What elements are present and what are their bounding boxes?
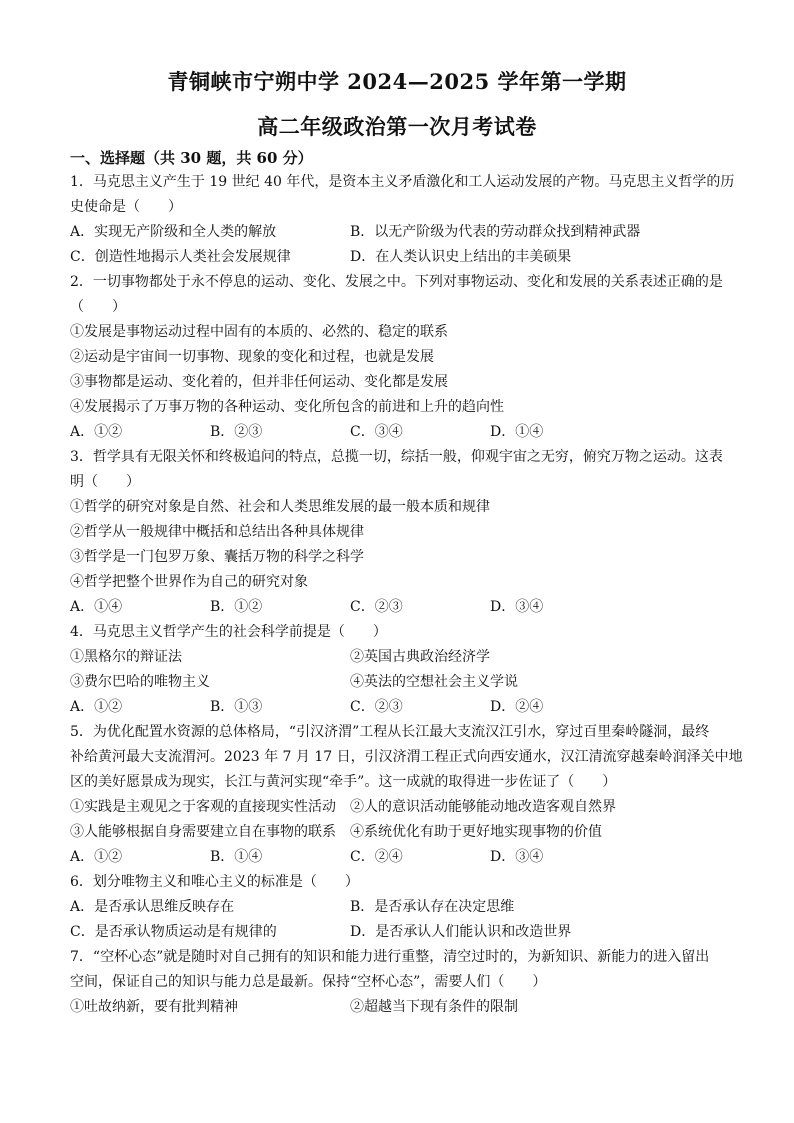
option-row	[70, 845, 730, 870]
option-row	[70, 695, 730, 720]
option-row	[70, 220, 730, 245]
option-d: D．①④	[490, 424, 544, 440]
statement-item: ①黑格尔的辩证法	[70, 649, 182, 665]
statement-item: ②哲学从一般规律中概括和总结出各种具体规律	[70, 524, 364, 540]
section-heading: 一、选择题（共 30 题，共 60 分）	[70, 149, 313, 167]
option-b: B．以无产阶级为代表的劳动群众找到精神武器	[350, 224, 641, 240]
option-a: A．①④	[70, 599, 123, 615]
option-b: B．是否承认存在决定思维	[350, 899, 515, 915]
option-c: C．②③	[350, 699, 403, 715]
statement-item: ④系统优化有助于更好地实现事物的价值	[350, 824, 602, 840]
question-stem: 6．划分唯物主义和唯心主义的标准是（ ）	[70, 874, 359, 890]
option-row	[70, 595, 730, 620]
statement-row	[70, 820, 730, 845]
statement-row	[70, 645, 730, 670]
option-a: A．①②	[70, 699, 123, 715]
option-row	[70, 895, 730, 920]
option-b: B．①④	[210, 849, 263, 865]
option-a: A．①②	[70, 849, 123, 865]
question-stem: 补给黄河最大支流渭河。2023 年 7 月 17 日，引汉济渭工程正式向西安通水，汉江清流穿越秦岭润泽关中地	[70, 749, 743, 765]
exam-title-subject: 高二年级政治第一次月考试卷	[257, 114, 537, 139]
statement-item: ③哲学是一门包罗万象、囊括万物的科学之科学	[70, 549, 364, 565]
option-row	[70, 420, 730, 445]
option-a: A．是否承认思维反映存在	[70, 899, 235, 915]
statement-item: ②人的意识活动能够能动地改造客观自然界	[350, 799, 616, 815]
question-stem: 3．哲学具有无限关怀和终极追问的特点，总揽一切，综括一般，仰观宇宙之无穷，俯究万物之运动。这表	[70, 449, 723, 465]
statement-row	[70, 795, 730, 820]
option-d: D．②④	[490, 699, 544, 715]
statement-row	[70, 670, 730, 695]
statement-item: ④英法的空想社会主义学说	[350, 674, 518, 690]
statement-item: ②超越当下现有条件的限制	[350, 999, 518, 1015]
question-list	[70, 170, 743, 1020]
option-b: B．②③	[210, 424, 263, 440]
question-stem: 5．为优化配置水资源的总体格局，“引汉济渭”工程从长江最大支流汉江引水，穿过百里秦岭隧洞，最终	[70, 724, 710, 740]
statement-row	[70, 995, 730, 1020]
option-d: D．在人类认识史上结出的丰美硕果	[350, 249, 572, 265]
exam-title-school: 青铜峡市宁朔中学 2024—2025 学年第一学期	[167, 69, 627, 94]
statement-item: ①哲学的研究对象是自然、社会和人类思维发展的最一般本质和规律	[70, 499, 490, 515]
option-c: C．②④	[350, 849, 403, 865]
question-stem: 1．马克思主义产生于 19 世纪 40 年代，是资本主义矛盾激化和工人运动发展的产物。马克思主义哲学的历	[70, 174, 735, 190]
option-row	[70, 920, 730, 945]
question-stem: 7．“空杯心态”就是随时对自己拥有的知识和能力进行重整，清空过时的，为新知识、新能力的进入留出	[70, 949, 710, 965]
statement-item: ④哲学把整个世界作为自己的研究对象	[70, 574, 308, 590]
statement-item: ①吐故纳新，要有批判精神	[70, 999, 238, 1015]
option-c: C．创造性地揭示人类社会发展规律	[70, 249, 291, 265]
question-stem: 2．一切事物都处于永不停息的运动、变化、发展之中。下列对事物运动、变化和发展的关系表述正确的是	[70, 274, 723, 290]
option-c: C．②③	[350, 599, 403, 615]
statement-item: ②英国古典政治经济学	[350, 649, 490, 665]
question-stem: 区的美好愿景成为现实，长江与黄河实现“牵手”。这一成就的取得进一步佐证了（ ）	[70, 774, 617, 790]
option-a: A．①②	[70, 424, 123, 440]
statement-item: ④发展揭示了万事万物的各种运动、变化所包含的前进和上升的趋向性	[70, 399, 504, 415]
statement-item: ①实践是主观见之于客观的直接现实性活动	[70, 799, 336, 815]
statement-item: ②运动是宇宙间一切事物、现象的变化和过程，也就是发展	[70, 349, 434, 365]
statement-item: ①发展是事物运动过程中固有的本质的、必然的、稳定的联系	[70, 324, 448, 340]
option-row	[70, 245, 730, 270]
option-d: D．是否承认人们能认识和改造世界	[350, 924, 572, 940]
option-c: C．是否承认物质运动是有规律的	[70, 924, 277, 940]
question-stem: 明（ ）	[70, 474, 140, 490]
option-c: C．③④	[350, 424, 403, 440]
option-b: B．①③	[210, 699, 263, 715]
question-stem: 4．马克思主义哲学产生的社会科学前提是（ ）	[70, 624, 387, 640]
question-stem: 空间，保证自己的知识与能力总是最新。保持“空杯心态”，需要人们（ ）	[70, 974, 547, 990]
statement-item: ③人能够根据自身需要建立自在事物的联系	[70, 824, 336, 840]
option-b: B．①②	[210, 599, 263, 615]
question-stem: 史使命是（ ）	[70, 199, 182, 215]
option-d: D．③④	[490, 849, 544, 865]
option-a: A．实现无产阶级和全人类的解放	[70, 224, 277, 240]
statement-item: ③事物都是运动、变化着的，但并非任何运动、变化都是发展	[70, 374, 448, 390]
question-stem: （ ）	[70, 299, 126, 315]
option-d: D．③④	[490, 599, 544, 615]
statement-item: ③费尔巴哈的唯物主义	[70, 674, 210, 690]
